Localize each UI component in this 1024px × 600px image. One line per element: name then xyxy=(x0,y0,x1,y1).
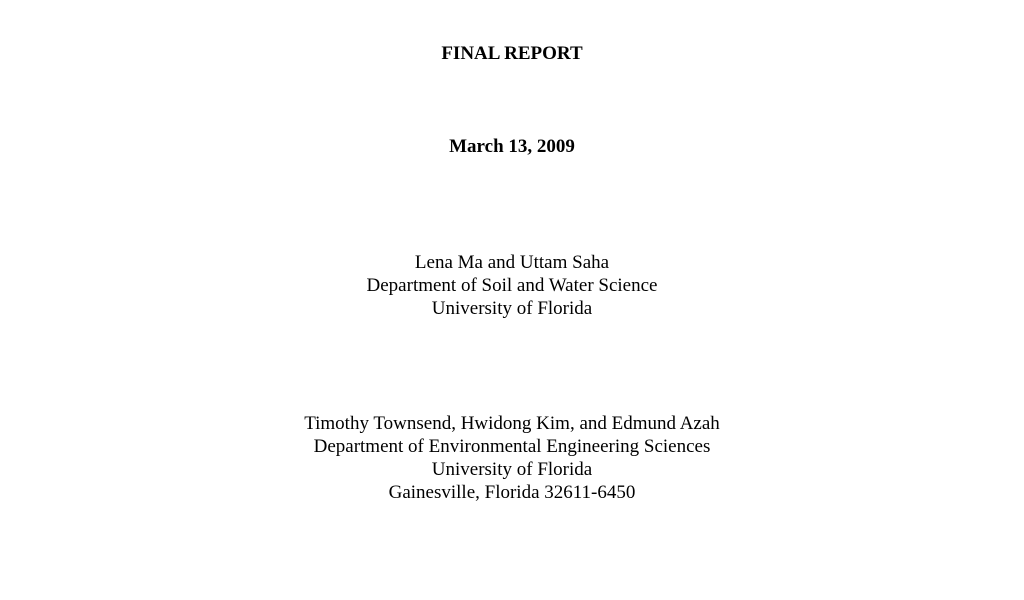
author-institution-2: University of Florida xyxy=(431,459,593,480)
author-block-2 xyxy=(0,412,1024,504)
author-department-2: Department of Environmental Engineering Sciences xyxy=(313,436,711,457)
author-names-1: Lena Ma and Uttam Saha xyxy=(414,252,610,273)
author-department-1: Department of Soil and Water Science xyxy=(366,275,658,296)
report-title: FINAL REPORT xyxy=(441,43,583,64)
author-address-2: Gainesville, Florida 32611-6450 xyxy=(388,482,636,503)
author-institution-1: University of Florida xyxy=(431,298,593,319)
author-block-1 xyxy=(0,251,1024,320)
author-names-2: Timothy Townsend, Hwidong Kim, and Edmund Azah xyxy=(304,413,720,434)
report-date: March 13, 2009 xyxy=(449,136,575,157)
